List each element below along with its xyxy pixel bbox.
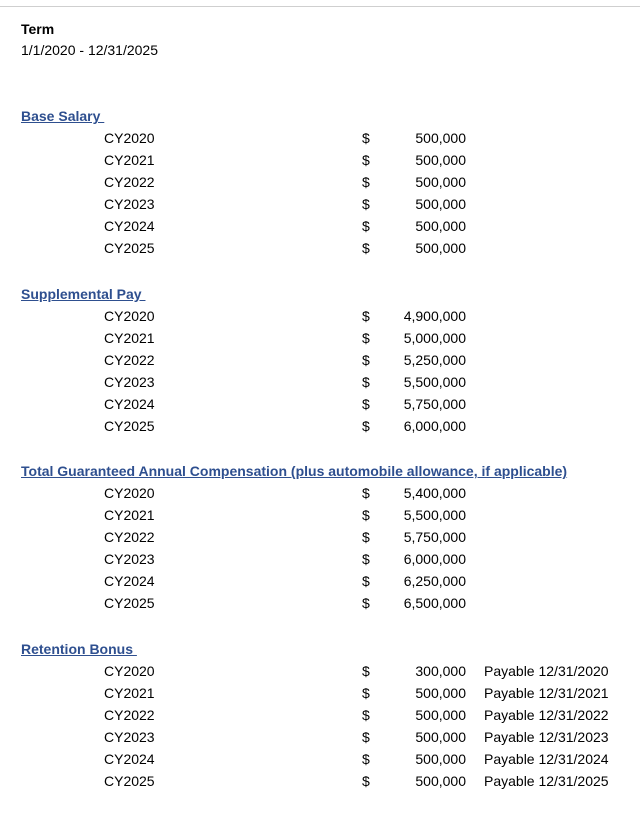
table-row [0,349,640,371]
amount-value: 5,750,000 [403,529,466,545]
year-label: CY2025 [104,418,155,434]
table-row [0,548,640,570]
currency-symbol: $ [362,507,370,523]
amount-value: 5,000,000 [403,330,466,346]
amount-value: 6,000,000 [403,551,466,567]
section-title: Retention Bonus [21,641,137,657]
year-label: CY2023 [104,551,155,567]
currency-symbol: $ [362,773,370,789]
year-label: CY2025 [104,595,155,611]
currency-symbol: $ [362,174,370,190]
table-row [0,215,640,237]
payable-note: Payable 12/31/2025 [484,773,609,789]
currency-symbol: $ [362,573,370,589]
section-title: Supplemental Pay [21,286,146,302]
table-row [0,171,640,193]
year-label: CY2021 [104,152,155,168]
currency-symbol: $ [362,551,370,567]
currency-symbol: $ [362,240,370,256]
amount-value: 500,000 [415,751,466,767]
currency-symbol: $ [362,707,370,723]
amount-value: 5,500,000 [403,507,466,523]
table-row [0,415,640,437]
amount-value: 5,250,000 [403,352,466,368]
table-row [0,592,640,614]
year-label: CY2020 [104,308,155,324]
amount-value: 500,000 [415,773,466,789]
currency-symbol: $ [362,685,370,701]
amount-value: 500,000 [415,729,466,745]
amount-value: 500,000 [415,240,466,256]
table-row [0,660,640,682]
currency-symbol: $ [362,529,370,545]
amount-value: 500,000 [415,130,466,146]
payable-note: Payable 12/31/2024 [484,751,609,767]
year-label: CY2023 [104,374,155,390]
year-label: CY2023 [104,196,155,212]
currency-symbol: $ [362,374,370,390]
currency-symbol: $ [362,352,370,368]
amount-value: 500,000 [415,218,466,234]
payable-note: Payable 12/31/2020 [484,663,609,679]
top-border [0,0,640,7]
year-label: CY2021 [104,685,155,701]
table-row [0,305,640,327]
table-row [0,570,640,592]
year-label: CY2025 [104,773,155,789]
table-row [0,704,640,726]
amount-value: 6,000,000 [403,418,466,434]
currency-symbol: $ [362,396,370,412]
table-row [0,504,640,526]
amount-value: 500,000 [415,174,466,190]
currency-symbol: $ [362,308,370,324]
currency-symbol: $ [362,595,370,611]
amount-value: 5,500,000 [403,374,466,390]
section-title: Total Guaranteed Annual Compensation (plus automobile allowance, if applicable) [21,463,568,479]
table-row [0,393,640,415]
amount-value: 5,750,000 [403,396,466,412]
table-row [0,327,640,349]
amount-value: 300,000 [415,663,466,679]
table-row [0,371,640,393]
year-label: CY2024 [104,751,155,767]
table-row [0,482,640,504]
payable-note: Payable 12/31/2023 [484,729,609,745]
year-label: CY2021 [104,507,155,523]
section-title: Base Salary [21,108,105,124]
year-label: CY2023 [104,729,155,745]
payable-note: Payable 12/31/2021 [484,685,609,701]
term-heading: Term [21,21,55,37]
year-label: CY2020 [104,663,155,679]
currency-symbol: $ [362,152,370,168]
year-label: CY2020 [104,485,155,501]
currency-symbol: $ [362,751,370,767]
table-row [0,526,640,548]
amount-value: 500,000 [415,152,466,168]
amount-value: 6,250,000 [403,573,466,589]
year-label: CY2022 [104,707,155,723]
table-row [0,149,640,171]
payable-note: Payable 12/31/2022 [484,707,609,723]
table-row [0,237,640,259]
year-label: CY2025 [104,240,155,256]
currency-symbol: $ [362,663,370,679]
amount-value: 4,900,000 [403,308,466,324]
amount-value: 500,000 [415,196,466,212]
amount-value: 6,500,000 [403,595,466,611]
currency-symbol: $ [362,218,370,234]
table-row [0,193,640,215]
table-row [0,770,640,792]
year-label: CY2022 [104,529,155,545]
currency-symbol: $ [362,418,370,434]
year-label: CY2021 [104,330,155,346]
amount-value: 500,000 [415,707,466,723]
table-row [0,127,640,149]
year-label: CY2024 [104,396,155,412]
table-row [0,682,640,704]
amount-value: 5,400,000 [403,485,466,501]
amount-value: 500,000 [415,685,466,701]
currency-symbol: $ [362,196,370,212]
table-row [0,726,640,748]
year-label: CY2022 [104,352,155,368]
table-row [0,748,640,770]
currency-symbol: $ [362,729,370,745]
year-label: CY2020 [104,130,155,146]
year-label: CY2024 [104,218,155,234]
year-label: CY2024 [104,573,155,589]
currency-symbol: $ [362,485,370,501]
term-range: 1/1/2020 - 12/31/2025 [21,42,159,58]
year-label: CY2022 [104,174,155,190]
currency-symbol: $ [362,130,370,146]
currency-symbol: $ [362,330,370,346]
